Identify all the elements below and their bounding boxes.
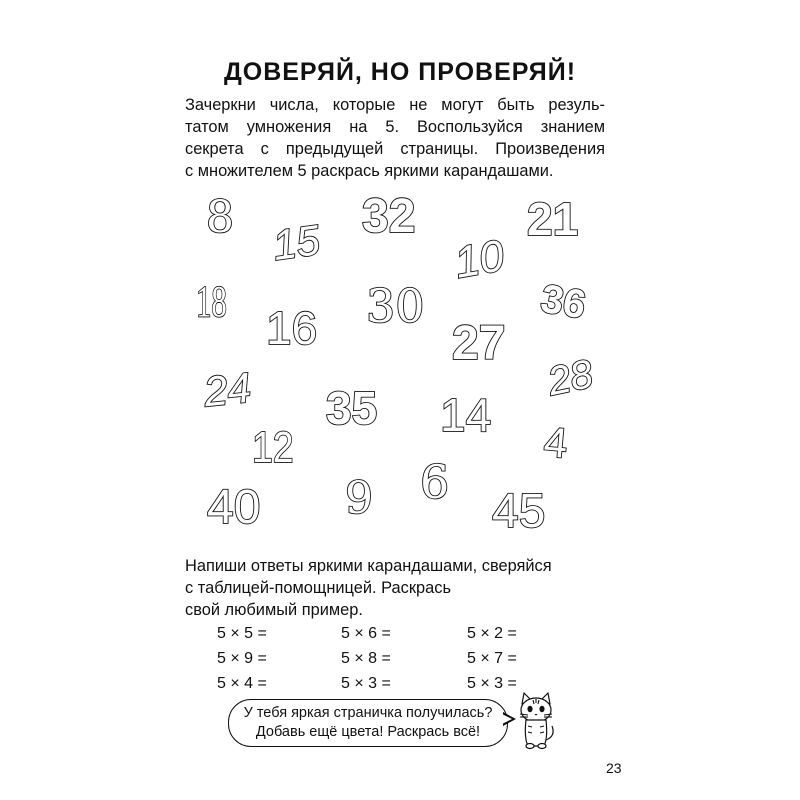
kitten-icon [514, 690, 558, 750]
outlined-number[interactable]: 6 [420, 455, 450, 509]
outlined-number[interactable]: 32 [362, 190, 416, 243]
speech-bubble [228, 699, 508, 747]
outlined-number[interactable]: 16 [266, 302, 318, 354]
outlined-number[interactable]: 10 [451, 231, 508, 288]
equation[interactable]: 5 × 5 = [217, 625, 267, 642]
equation[interactable]: 5 × 3 = [467, 675, 517, 692]
equation[interactable]: 5 × 6 = [341, 625, 391, 642]
outlined-number[interactable]: 45 [492, 485, 546, 538]
outlined-number[interactable]: 18 [196, 277, 227, 326]
instruction-line: Напиши ответы яркими карандашами, сверяйся [185, 557, 552, 575]
outlined-number[interactable]: 35 [326, 382, 378, 434]
equation[interactable]: 5 × 9 = [217, 650, 267, 667]
outlined-number[interactable]: 27 [452, 317, 506, 370]
instruction-line: секрета с предыдущей страницы. Произведения [185, 140, 605, 158]
speech-bubble-text [229, 704, 507, 742]
answer-instructions [185, 555, 585, 621]
equation[interactable]: 5 × 7 = [467, 650, 517, 667]
outlined-number[interactable]: 30 [366, 279, 425, 333]
outlined-number[interactable]: 40 [207, 481, 261, 534]
outlined-number[interactable]: 8 [206, 192, 234, 243]
outlined-number[interactable]: 15 [269, 215, 323, 270]
page-title: ДОВЕРЯЙ, НО ПРОВЕРЯЙ! [223, 58, 577, 86]
outlined-number[interactable]: 12 [252, 423, 294, 472]
instruction-line: с множителем 5 раскрась яркими карандашами. [185, 162, 554, 180]
bubble-line: У тебя яркая страничка получилась? [243, 705, 493, 721]
outlined-number[interactable]: 24 [201, 363, 253, 416]
outlined-number[interactable]: 4 [542, 418, 570, 467]
bubble-line: Добавь ещё цвета! Раскрась всё! [255, 724, 481, 740]
outlined-number[interactable]: 28 [543, 351, 597, 405]
instruction-line: с таблицей-помощницей. Раскрась [185, 579, 451, 597]
outlined-number[interactable]: 14 [440, 389, 492, 441]
instruction-line: свой любимый пример. [185, 601, 363, 619]
outlined-number[interactable]: 36 [537, 276, 589, 328]
equation[interactable]: 5 × 3 = [341, 675, 391, 692]
instruction-line: татом умножения на 5. Воспользуйся знанием [185, 118, 605, 136]
outlined-number[interactable]: 21 [527, 193, 579, 245]
instruction-line: Зачеркни числа, которые не могут быть резуль- [185, 96, 605, 114]
equation[interactable]: 5 × 4 = [217, 675, 267, 692]
equation[interactable]: 5 × 2 = [467, 625, 517, 642]
page-number: 23 [606, 760, 622, 776]
equation[interactable]: 5 × 8 = [341, 650, 391, 667]
outlined-number[interactable]: 9 [345, 473, 373, 524]
